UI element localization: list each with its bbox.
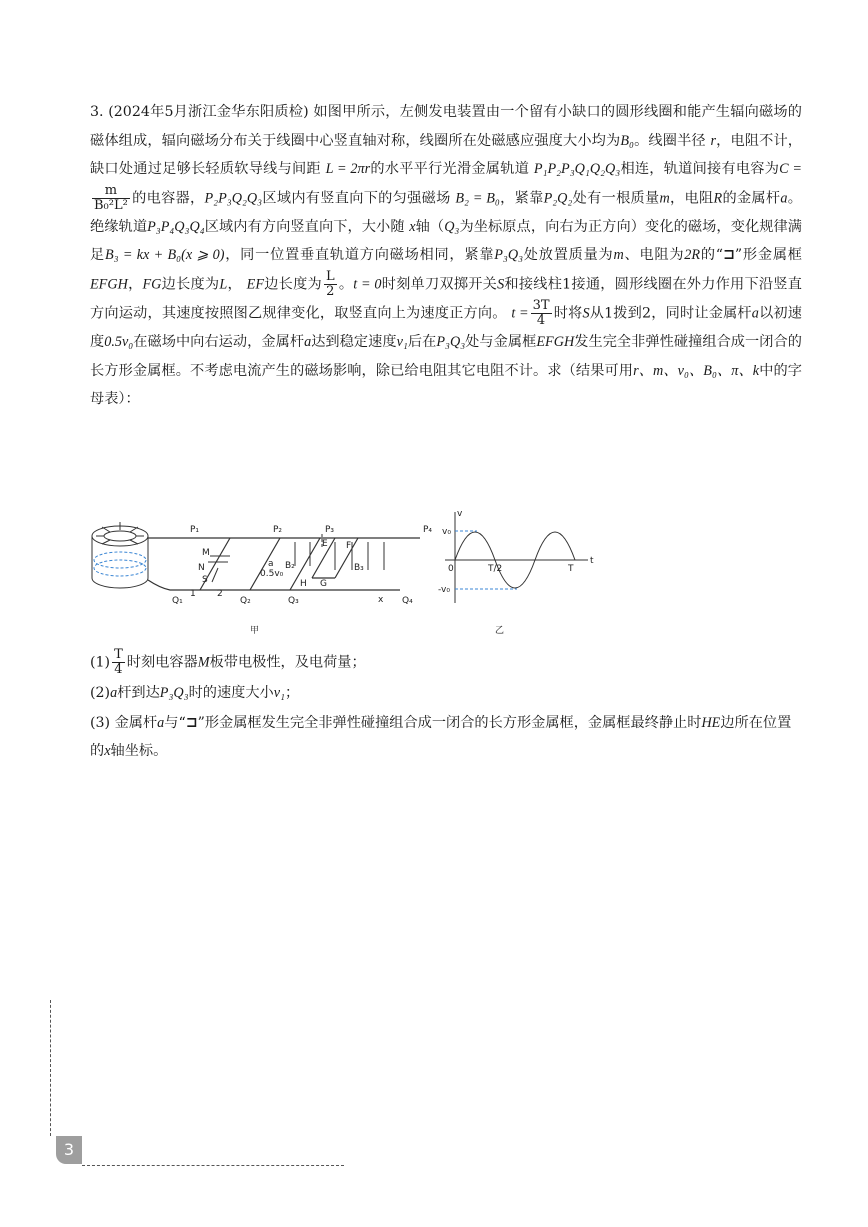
sym: EFGH bbox=[90, 276, 128, 293]
field-arrows bbox=[295, 534, 384, 570]
label-q2: Q₂ bbox=[240, 596, 251, 606]
text: 的金属杆 bbox=[722, 190, 781, 207]
label-p4: P₄ bbox=[423, 525, 433, 535]
label-p3: P₃ bbox=[325, 525, 335, 535]
problem-number: 3. bbox=[90, 104, 104, 120]
fraction bbox=[324, 270, 337, 299]
num: L bbox=[325, 269, 335, 285]
text: 边长度为 bbox=[264, 276, 322, 293]
text: 板带电极性，及电荷量； bbox=[209, 654, 366, 671]
label-p2: P₂ bbox=[273, 525, 283, 535]
sym: B₀ bbox=[620, 132, 634, 149]
text: ，电阻不计，缺口处通过足够长轻质软导线与间距 bbox=[90, 132, 802, 178]
text: 轴（ bbox=[415, 218, 445, 235]
label-f: F bbox=[346, 541, 352, 551]
label-h: H bbox=[300, 579, 307, 589]
fraction bbox=[92, 184, 130, 213]
sym: x bbox=[409, 218, 416, 235]
sym: P₂Q₂ bbox=[543, 190, 573, 207]
text: 轴坐标。 bbox=[110, 743, 168, 759]
sym: S bbox=[582, 305, 590, 322]
label-x: x bbox=[378, 595, 384, 605]
sym: a bbox=[110, 685, 118, 701]
text: 和接线柱1接通，圆形线圈在外力作用下沿竖直方向运动，其速度按照图乙规律变化，取竖直向上为速度正方向。 bbox=[90, 276, 802, 322]
graph-labels bbox=[438, 509, 594, 595]
label-jia: 甲 bbox=[250, 626, 260, 636]
text: 为坐标原点，向右为正方向）变化的磁场，变化规律满足 bbox=[90, 218, 802, 264]
text: 的“ bbox=[700, 247, 724, 264]
sym: 2R bbox=[684, 247, 701, 264]
sym: v₁ bbox=[273, 685, 285, 701]
label-q1: Q₁ bbox=[172, 596, 183, 606]
text: 处放置质量为 bbox=[523, 247, 614, 264]
label-gaxis-t: t bbox=[590, 556, 594, 566]
text: 。绝缘轨道 bbox=[90, 190, 802, 235]
text: ，紧靠 bbox=[499, 190, 544, 207]
text: 。线圈半径 bbox=[633, 132, 706, 149]
den: B₀²L² bbox=[94, 197, 128, 213]
sym: t = bbox=[511, 305, 529, 322]
num: m bbox=[92, 184, 130, 199]
rails bbox=[148, 538, 420, 590]
velocity-graph bbox=[445, 512, 588, 603]
sym: M bbox=[197, 654, 210, 671]
sym: 0.5v₀ bbox=[104, 334, 134, 351]
sym: P₂P₃Q₂Q₃ bbox=[204, 190, 263, 207]
text: 边所在位置的 bbox=[90, 715, 792, 759]
label-yi: 乙 bbox=[495, 626, 505, 636]
label-gv0: v₀ bbox=[442, 527, 451, 537]
sym: P₃Q₃ bbox=[494, 247, 524, 264]
sym: x bbox=[104, 743, 111, 759]
text: (3) 金属杆 bbox=[90, 715, 158, 731]
page-number: 3 bbox=[56, 1136, 82, 1164]
sym: r bbox=[710, 132, 716, 149]
text: 发生完全非弹性碰撞组合成一闭合的长方形金属框。不考虑电流产生的磁场影响，除已给电阻其它电阻不计。求（结果可用 bbox=[90, 334, 802, 379]
sym: m bbox=[659, 190, 670, 207]
sym: P₃P₄Q₃Q₄ bbox=[147, 218, 205, 235]
text: 区域内有方向竖直向下，大小随 bbox=[204, 218, 405, 235]
label-n: N bbox=[198, 563, 205, 573]
sym: L bbox=[219, 276, 228, 293]
sym: P₃Q₃ bbox=[436, 334, 466, 351]
text: ，电阻 bbox=[669, 190, 714, 207]
text: 处与金属框 bbox=[465, 334, 537, 351]
sym: r、m、v₀、B₀、π、k bbox=[633, 362, 760, 379]
sym: a bbox=[304, 334, 312, 351]
generator-coil bbox=[92, 522, 148, 588]
label-gt2: T/2 bbox=[488, 564, 503, 574]
text: 达到稳定速度 bbox=[311, 334, 397, 351]
text: ，同一位置垂直轨道方向磁场相同，紧靠 bbox=[224, 247, 495, 264]
num: 3T bbox=[532, 298, 550, 314]
text: 区域内有竖直向下的匀强磁场 bbox=[262, 190, 451, 207]
text: 时刻单刀双掷开关 bbox=[381, 276, 498, 293]
capacitor-switch bbox=[208, 556, 230, 582]
text: ”形金属框 bbox=[734, 247, 802, 264]
sym: a bbox=[751, 305, 759, 322]
label-q3: Q₃ bbox=[288, 596, 299, 606]
den: 4 bbox=[114, 662, 123, 677]
text: 后在 bbox=[407, 334, 437, 351]
sym: a bbox=[157, 715, 165, 731]
text: ， bbox=[127, 276, 143, 293]
sym: P₃Q₃ bbox=[159, 685, 189, 701]
fraction bbox=[531, 299, 552, 328]
text: ； bbox=[284, 685, 300, 701]
sym: m bbox=[613, 247, 624, 264]
text: (1) bbox=[90, 654, 111, 671]
sym: t = 0 bbox=[353, 276, 382, 293]
problem-source: (2024年5月浙江金华东阳质检) bbox=[108, 104, 309, 120]
text: 在磁场中向右运动，金属杆 bbox=[133, 334, 305, 351]
label-gt: T bbox=[568, 564, 574, 574]
text: 如图甲所示，左侧发电装置由一个留有小缺口的圆形线圈和能产生辐向磁场的磁体组成，辐向磁场分布关于线圈中心竖直轴对称，线圈所在处磁感应强度大小均为 bbox=[90, 104, 802, 149]
label-a: a bbox=[268, 559, 274, 569]
text: 的电容器， bbox=[131, 190, 205, 207]
question-1 bbox=[90, 648, 802, 677]
text: 与“ bbox=[164, 715, 186, 731]
label-g: G bbox=[320, 579, 327, 589]
page-border-vertical bbox=[50, 1000, 51, 1136]
label-1: 1 bbox=[190, 589, 196, 599]
label-v: 0.5v₀ bbox=[260, 569, 284, 579]
sym: HE bbox=[701, 715, 721, 731]
label-q4: Q₄ bbox=[402, 596, 413, 606]
frame-symbol: ⊐ bbox=[185, 715, 198, 731]
fraction bbox=[112, 648, 125, 677]
page-border-horizontal bbox=[82, 1165, 344, 1166]
figure-diagram bbox=[90, 508, 610, 658]
text: ， bbox=[227, 276, 242, 293]
label-m: M bbox=[202, 548, 210, 558]
num: T bbox=[114, 647, 123, 662]
text: 从1拨到2，同时让金属杆 bbox=[589, 305, 752, 322]
label-gv: v bbox=[457, 509, 463, 519]
label-p1: P₁ bbox=[190, 525, 200, 535]
text: 杆到达 bbox=[117, 685, 160, 701]
label-b3: B₃ bbox=[354, 563, 364, 573]
question-3 bbox=[90, 709, 802, 765]
label-gnv0: -v₀ bbox=[438, 585, 450, 595]
label-b2: B₂ bbox=[285, 561, 295, 571]
sym: S bbox=[497, 276, 505, 293]
sym: EFGH bbox=[536, 334, 575, 351]
sym: R bbox=[713, 190, 723, 207]
text: 时刻电容器 bbox=[126, 654, 198, 671]
figure-labels bbox=[172, 525, 504, 636]
label-e: E bbox=[322, 539, 328, 549]
text: 、电阻为 bbox=[623, 247, 685, 264]
label-s: S bbox=[202, 575, 208, 585]
text: 中的字母表）： bbox=[90, 362, 802, 408]
text: ”形金属框发生完全非弹性碰撞组合成一闭合的长方形金属框，金属框最终静止时 bbox=[197, 715, 702, 731]
text: 相连，轨道间接有电容为 bbox=[620, 161, 780, 178]
sym: a bbox=[780, 190, 788, 207]
text: 。 bbox=[338, 276, 354, 293]
sym: FG bbox=[142, 276, 162, 293]
text: 的水平平行光滑金属轨道 bbox=[370, 161, 530, 178]
text: 时的速度大小 bbox=[188, 685, 274, 701]
sym: B₂ = B₀ bbox=[455, 190, 500, 207]
den: 2 bbox=[326, 284, 335, 300]
text: 处有一根质量 bbox=[572, 190, 660, 207]
text: 时将 bbox=[553, 305, 583, 322]
frame-symbol: ⊐ bbox=[723, 247, 735, 264]
text: 边长度为 bbox=[161, 276, 220, 293]
sym: L = 2πr bbox=[325, 161, 371, 178]
den: 4 bbox=[536, 313, 546, 329]
questions bbox=[90, 648, 802, 767]
sym: v₁ bbox=[396, 334, 408, 351]
label-2: 2 bbox=[217, 589, 223, 599]
sym: P₁P₂P₃Q₁Q₂Q₃ bbox=[533, 161, 621, 178]
sym: EF bbox=[246, 276, 265, 293]
sym: B₃ = kx + B₀(x ⩾ 0) bbox=[104, 247, 225, 264]
sym: Q₃ bbox=[444, 218, 460, 235]
text: (2) bbox=[90, 685, 111, 701]
question-2 bbox=[90, 679, 802, 707]
problem-text bbox=[90, 98, 802, 414]
text: 以初速度 bbox=[90, 305, 802, 351]
sym: C = bbox=[779, 161, 802, 178]
label-g0: 0 bbox=[448, 564, 454, 574]
